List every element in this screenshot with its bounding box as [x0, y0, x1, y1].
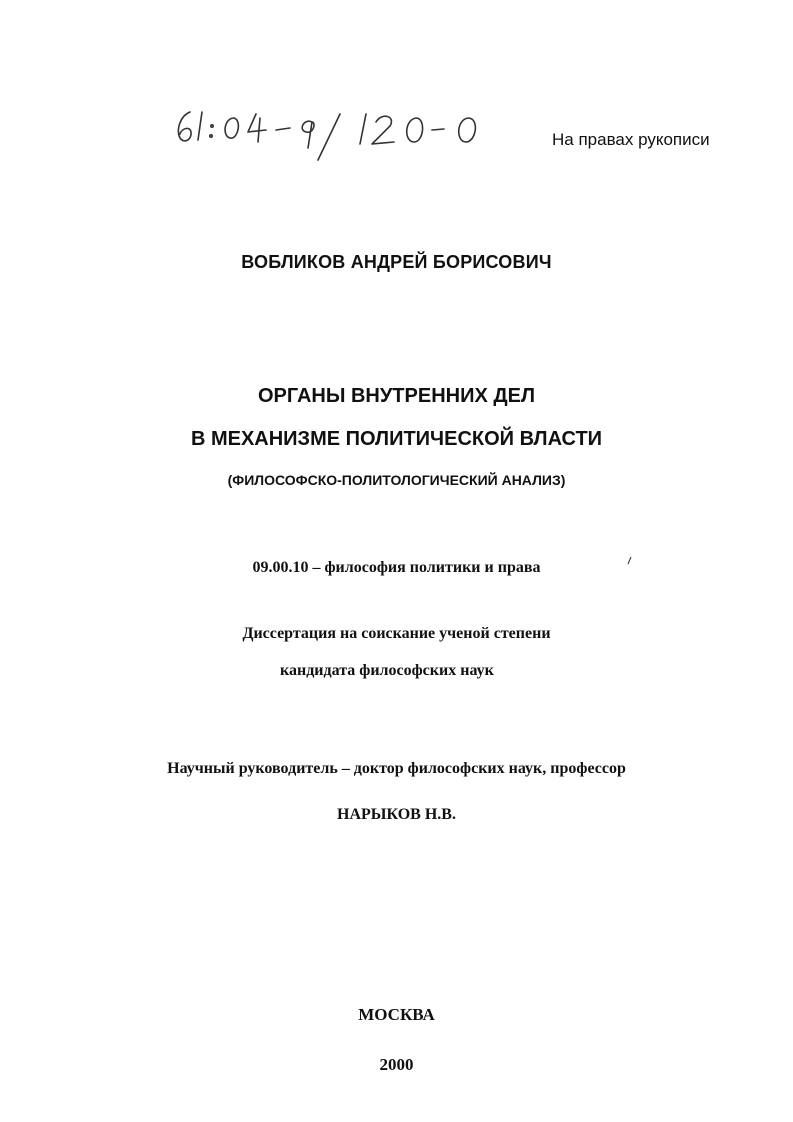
dissertation-line-1: Диссертация на соискание ученой степени: [242, 625, 551, 642]
stray-mark: [626, 556, 632, 566]
dissertation-line-2: кандидата философских наук: [280, 662, 494, 679]
city: МОСКВА: [358, 1005, 435, 1024]
subtitle: (ФИЛОСОФСКО-ПОЛИТОЛОГИЧЕСКИЙ АНАЛИЗ): [227, 472, 566, 488]
handwritten-archive-code: [168, 100, 498, 170]
advisor-name: НАРЫКОВ Н.В.: [337, 806, 456, 823]
year: 2000: [379, 1055, 414, 1074]
title-line-2: В МЕХАНИЗМЕ ПОЛИТИЧЕСКОЙ ВЛАСТИ: [190, 428, 603, 450]
scientific-advisor: Научный руководитель – доктор философских наук, профессор: [167, 760, 626, 777]
title-line-1: ОРГАНЫ ВНУТРЕННИХ ДЕЛ: [257, 385, 535, 407]
specialty-code: 09.00.10 – философия политики и права: [252, 559, 541, 576]
author-name: ВОБЛИКОВ АНДРЕЙ БОРИСОВИЧ: [241, 252, 552, 272]
rights-note: На правах рукописи: [552, 130, 710, 149]
